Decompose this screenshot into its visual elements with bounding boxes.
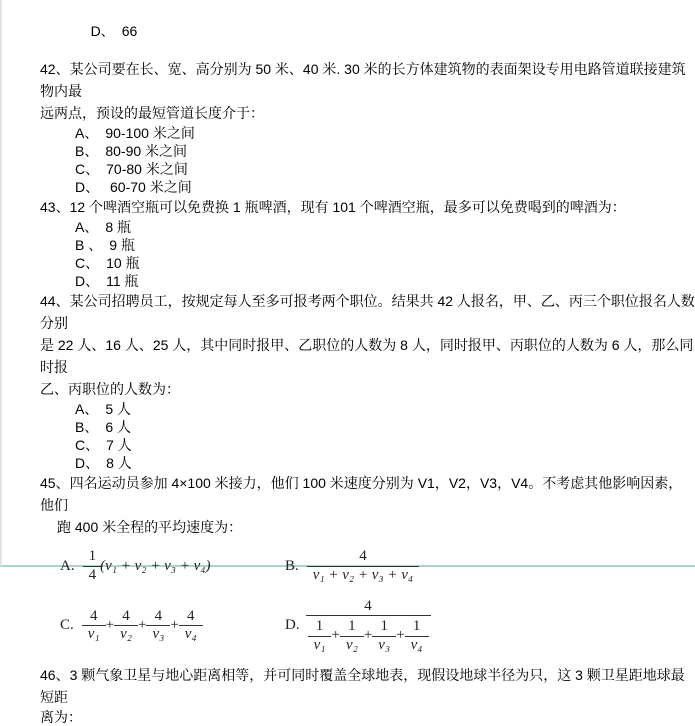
option-text: 90-100 米之间 <box>105 125 195 141</box>
option-text: 6 人 <box>105 419 132 435</box>
fraction-numerator: 4 <box>146 608 170 626</box>
fraction-denominator: v₃ <box>378 636 391 653</box>
question-43-option-a <box>75 218 695 236</box>
fraction-numerator: 1 <box>308 618 332 636</box>
fraction <box>85 608 103 644</box>
option-label: B、 <box>75 419 99 435</box>
question-43 <box>40 196 695 290</box>
option-text: 80-90 米之间 <box>105 143 188 159</box>
fraction-denominator: v₂ <box>345 636 358 653</box>
plus-sign: + <box>396 627 405 644</box>
option-label: A. <box>60 557 75 574</box>
plus-sign: + <box>170 617 179 634</box>
question-46-line-1: 46、3 颗气象卫星与地心距离相等，并可同时覆盖全球地表，现假设地球半径为只，这 3 颗卫星距地球最短距 <box>40 666 685 705</box>
question-44 <box>40 290 695 472</box>
fraction <box>117 608 135 644</box>
fraction-denominator: 4 <box>88 566 97 583</box>
nested-fraction <box>310 598 427 654</box>
question-45-line-1: 45、四名运动员参加 4×100 米接力，他们 100 米速度分别为 V1，V2，V3，V4。不考虑其他影响因素，他们 <box>40 475 683 513</box>
option-label: B. <box>285 557 299 574</box>
fraction-denominator: v₄ <box>184 626 197 643</box>
question-45-option-d <box>285 598 695 654</box>
question-44-option-a <box>75 400 695 418</box>
fraction <box>149 608 167 644</box>
option-label: D、 <box>75 273 100 289</box>
question-42 <box>40 58 695 196</box>
question-45 <box>40 472 695 654</box>
question-43-option-b <box>75 236 695 254</box>
fraction-numerator: 4 <box>114 608 138 626</box>
fraction-numerator: 1 <box>83 548 103 566</box>
plus-sign: + <box>137 617 147 634</box>
option-label: C. <box>60 617 74 634</box>
formula-terms: (v₁ + v₂ + v₃ + v₄) <box>100 557 211 574</box>
question-42-line-1: 42、某公司要在长、宽、高分别为 50 米、40 米. 30 米的长方体建筑物的表面架设专用电路管道联接建筑物内最 <box>40 61 686 99</box>
option-label: A、 <box>75 401 99 417</box>
fraction-denominator: v₂ <box>120 626 132 643</box>
fraction-numerator: 4 <box>307 548 419 566</box>
option-label: C、 <box>75 255 100 271</box>
plus-sign: + <box>331 627 340 644</box>
question-45-formula-options <box>60 544 695 654</box>
plus-sign: + <box>105 617 115 634</box>
fraction <box>310 548 416 584</box>
option-text: 10 瓶 <box>106 255 140 271</box>
option-label: D、 <box>75 179 100 195</box>
option-text: 7 人 <box>106 437 132 453</box>
question-44-line-1: 44、某公司招聘员工，按规定每人至多可报考两个职位。结果共 42 人报名，甲、乙、丙三个职位报名人数分别 <box>40 293 695 331</box>
question-43-option-c <box>75 254 695 272</box>
fraction-numerator: 1 <box>340 618 364 636</box>
option-text: 66 <box>121 23 138 39</box>
fraction-numerator: 4 <box>179 608 203 626</box>
question-45-option-b <box>285 544 695 588</box>
fraction-denominator: v₁ <box>87 626 100 643</box>
question-44-line-2: 是 22 人、16 人、25 人，其中同时报甲、乙职位的人数为 8 人，同时报甲、丙职位的人数为 6 人，那么同时报 <box>40 337 694 375</box>
option-label: C、 <box>75 161 100 177</box>
question-44-option-d <box>75 454 695 472</box>
option-text: 70-80 米之间 <box>106 161 188 177</box>
question-44-line-3: 乙、丙职位的人数为： <box>40 381 180 397</box>
option-label: A、 <box>75 219 99 235</box>
question-43-option-d <box>75 272 695 290</box>
question-42-option-b <box>75 142 695 160</box>
question-42-option-c <box>75 160 695 178</box>
fraction <box>311 618 329 654</box>
fraction-denominator <box>310 616 427 654</box>
question-45-option-c <box>60 600 285 652</box>
fraction-numerator: 1 <box>372 618 396 636</box>
fraction <box>86 548 100 584</box>
fraction-denominator: v₃ <box>152 626 165 643</box>
option-label: A、 <box>75 125 99 141</box>
option-label: B 、 <box>75 237 103 253</box>
question-42-line-2: 远两点，预设的最短管道长度介于： <box>40 105 264 121</box>
question-45-line-2: 跑 400 米全程的平均速度为： <box>57 519 243 535</box>
fraction <box>375 618 393 654</box>
option-text: 60-70 米之间 <box>106 179 192 195</box>
fraction-numerator: 4 <box>82 608 106 626</box>
option-label: D、 <box>90 23 115 39</box>
option-text: 5 人 <box>105 401 132 417</box>
option-label: D、 <box>75 455 100 471</box>
option-text: 9 瓶 <box>109 237 135 253</box>
question-42-option-a <box>75 124 695 142</box>
question-44-option-c <box>75 436 695 454</box>
question-45-option-a <box>60 544 285 588</box>
fraction-denominator: v₄ <box>410 636 423 653</box>
option-label: C、 <box>75 437 100 453</box>
fraction-denominator: v₁ <box>313 636 326 653</box>
question-43-line-1: 43、12 个啤酒空瓶可以免费换 1 瓶啤酒，现有 101 个啤酒空瓶，最多可以免费喝到的啤酒为： <box>40 199 626 215</box>
plus-sign: + <box>363 627 373 644</box>
question-46 <box>40 664 695 726</box>
question-44-option-b <box>75 418 695 436</box>
option-label: B、 <box>75 143 99 159</box>
prev-question-option-d <box>75 4 695 58</box>
question-42-option-d <box>75 178 695 196</box>
fraction-denominator: v₁ + v₂ + v₃ + v₄ <box>312 566 414 583</box>
option-label: D. <box>285 617 300 634</box>
fraction-numerator: 1 <box>405 618 429 636</box>
fraction <box>408 618 426 654</box>
fraction <box>182 608 200 644</box>
question-46-line-2: 离为： <box>40 708 82 725</box>
option-text: 8 人 <box>106 455 132 471</box>
option-text: 11 瓶 <box>106 273 139 289</box>
fraction-numerator: 4 <box>306 598 431 616</box>
option-text: 8 瓶 <box>105 219 132 235</box>
fraction <box>343 618 361 654</box>
